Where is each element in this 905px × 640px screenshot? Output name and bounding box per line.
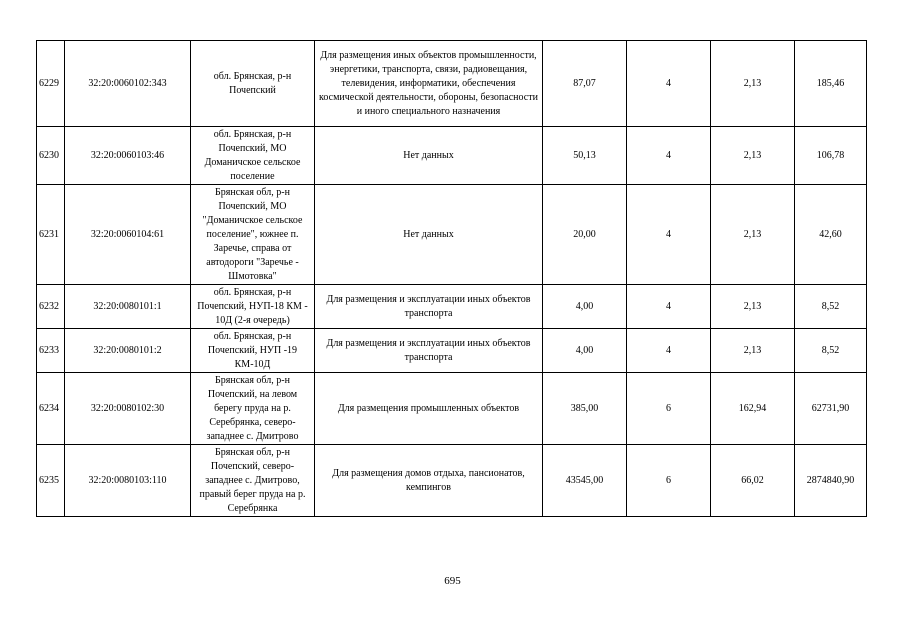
table-row	[37, 373, 867, 445]
area: 4,00	[543, 285, 627, 329]
cadastral-number: 32:20:0080101:1	[65, 285, 191, 329]
table-row	[37, 329, 867, 373]
address: Брянская обл, р-н Почепский, на левом берегу пруда на р. Серебрянка, северо-западнее с. Дмитрово	[191, 373, 315, 445]
permitted-use: Для размещения иных объектов промышленности, энергетики, транспорта, связи, радиовещания, телевидения, информатики, обеспечения космической деятельности, обороны, безопасности и иного специального назначения	[315, 41, 543, 127]
cadastral-value: 8,52	[795, 329, 867, 373]
permitted-use: Для размещения домов отдыха, пансионатов, кемпингов	[315, 445, 543, 517]
category: 4	[627, 127, 711, 185]
cadastral-value: 42,60	[795, 185, 867, 285]
cadastral-number: 32:20:0060104:61	[65, 185, 191, 285]
rate: 2,13	[711, 127, 795, 185]
permitted-use: Для размещения и эксплуатации иных объектов транспорта	[315, 329, 543, 373]
table-row	[37, 127, 867, 185]
rate: 2,13	[711, 41, 795, 127]
cadastral-value: 2874840,90	[795, 445, 867, 517]
row-number: 6234	[37, 373, 65, 445]
area: 50,13	[543, 127, 627, 185]
category: 4	[627, 41, 711, 127]
area: 385,00	[543, 373, 627, 445]
land-plots-table	[36, 40, 867, 517]
row-number: 6233	[37, 329, 65, 373]
table-row	[37, 285, 867, 329]
category: 6	[627, 373, 711, 445]
category: 6	[627, 445, 711, 517]
category: 4	[627, 329, 711, 373]
cadastral-value: 8,52	[795, 285, 867, 329]
permitted-use: Для размещения и эксплуатации иных объектов транспорта	[315, 285, 543, 329]
cadastral-number: 32:20:0080103:110	[65, 445, 191, 517]
rate: 2,13	[711, 285, 795, 329]
row-number: 6232	[37, 285, 65, 329]
table-row	[37, 185, 867, 285]
page-number: 695	[444, 575, 461, 587]
category: 4	[627, 185, 711, 285]
permitted-use: Нет данных	[315, 127, 543, 185]
permitted-use: Для размещения промышленных объектов	[315, 373, 543, 445]
row-number: 6229	[37, 41, 65, 127]
cadastral-value: 106,78	[795, 127, 867, 185]
row-number: 6235	[37, 445, 65, 517]
rate: 162,94	[711, 373, 795, 445]
rate: 2,13	[711, 329, 795, 373]
address: обл. Брянская, р-н Почепский, МО Доманичское сельское поселение	[191, 127, 315, 185]
area: 43545,00	[543, 445, 627, 517]
area: 87,07	[543, 41, 627, 127]
address: Брянская обл, р-н Почепский, северо-западнее с. Дмитрово, правый берег пруда на р. Серебрянка	[191, 445, 315, 517]
rate: 66,02	[711, 445, 795, 517]
cadastral-number: 32:20:0080101:2	[65, 329, 191, 373]
address: обл. Брянская, р-н Почепский, НУП-18 КМ - 10Д (2-я очередь)	[191, 285, 315, 329]
cadastral-value: 62731,90	[795, 373, 867, 445]
table-row	[37, 445, 867, 517]
rate: 2,13	[711, 185, 795, 285]
area: 4,00	[543, 329, 627, 373]
category: 4	[627, 285, 711, 329]
cadastral-number: 32:20:0060102:343	[65, 41, 191, 127]
row-number: 6231	[37, 185, 65, 285]
address: Брянская обл, р-н Почепский, МО "Доманичское сельское поселение", южнее п. Заречье, справа от автодороги "Заречье - Шмотовка"	[191, 185, 315, 285]
table-row	[37, 41, 867, 127]
cadastral-number: 32:20:0080102:30	[65, 373, 191, 445]
address: обл. Брянская, р-н Почепский, НУП -19 КМ-10Д	[191, 329, 315, 373]
address: обл. Брянская, р-н Почепский	[191, 41, 315, 127]
permitted-use: Нет данных	[315, 185, 543, 285]
cadastral-number: 32:20:0060103:46	[65, 127, 191, 185]
row-number: 6230	[37, 127, 65, 185]
cadastral-value: 185,46	[795, 41, 867, 127]
area: 20,00	[543, 185, 627, 285]
